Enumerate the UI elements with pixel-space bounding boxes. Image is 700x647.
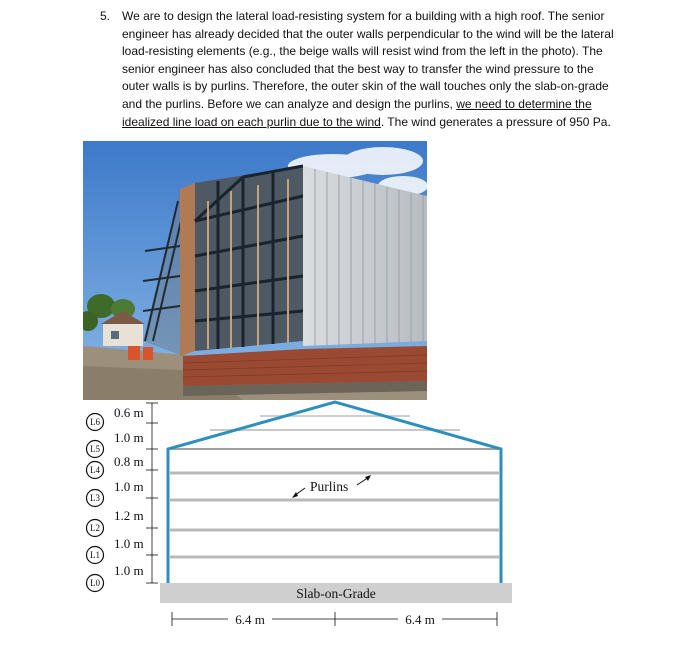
level-l2: L2 — [90, 523, 100, 533]
spacing-4: 1.2 m — [114, 508, 144, 523]
spacing-5: 1.0 m — [114, 536, 144, 551]
purlins-annotation — [292, 475, 371, 498]
problem-body — [122, 8, 620, 131]
problem-text-underlined: we need to determine the idealized line load on each purlin due to the wind — [122, 96, 592, 129]
width-label-right: 6.4 m — [405, 612, 435, 627]
steel-frame-back — [195, 166, 303, 351]
width-dimension-line — [172, 612, 497, 626]
purlins-label: Purlins — [310, 479, 349, 494]
problem-statement — [100, 8, 620, 131]
roof-gable — [168, 416, 501, 449]
level-l3: L3 — [90, 493, 100, 503]
level-l5: L5 — [90, 444, 100, 454]
problem-text-1: We are to design the lateral load-resisting system for a building with a high roof. The senior engineer has already decided that the outer walls perpendicular to the wind will be the lateral load-resisting elements (e.g., the beige walls will resist wind from the left in the photo). The senior engineer has also concluded that the best way to transfer the wind pressure to the outer walls is by purlins. Therefore, the outer skin of the wall touches only the slab-on-grade and the purlins. Before we can analyze and design the purlins, — [122, 9, 614, 111]
spacing-0: 0.6 m — [114, 405, 144, 420]
problem-number: 5. — [100, 9, 111, 23]
beige-wall — [180, 183, 195, 356]
level-l6: L6 — [90, 417, 100, 427]
spacing-dimension-line — [146, 403, 158, 583]
wall-elevation-diagram — [0, 390, 700, 647]
problem-text-2: . The wind generates a pressure of 950 Pa. — [380, 114, 611, 129]
level-l4: L4 — [90, 465, 100, 475]
width-label-left: 6.4 m — [235, 612, 265, 627]
spacing-6: 1.0 m — [114, 563, 144, 578]
level-l1: L1 — [90, 550, 100, 560]
spacing-3: 1.0 m — [114, 479, 144, 494]
spacing-2: 0.8 m — [114, 454, 144, 469]
level-l0: L0 — [90, 578, 100, 588]
metal-cladding — [303, 166, 427, 346]
building-photo — [83, 141, 427, 400]
spacing-labels — [114, 405, 144, 578]
spacing-1: 1.0 m — [114, 430, 144, 445]
slab-label: Slab-on-Grade — [296, 586, 376, 601]
